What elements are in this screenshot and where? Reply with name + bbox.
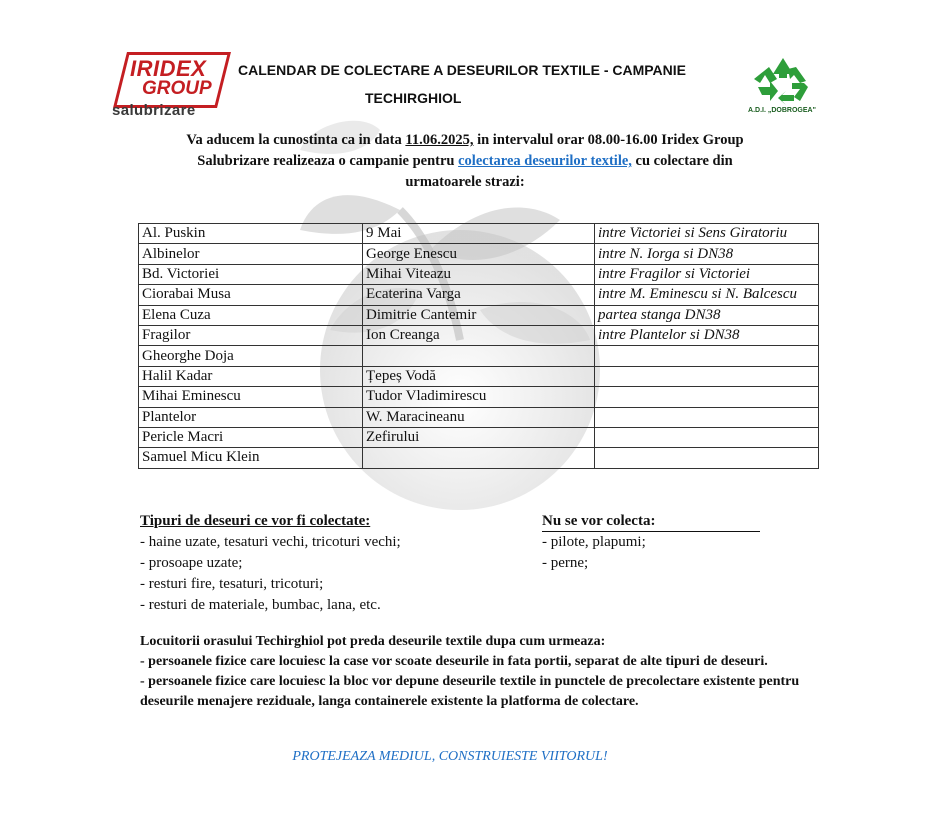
- street-name-cell: W. Maracineanu: [363, 407, 595, 427]
- table-row: [139, 224, 819, 244]
- list-item: - pilote, plapumi;: [542, 534, 646, 550]
- street-name-cell: Fragilor: [139, 325, 363, 345]
- residents-blocks: - persoanele fizice care locuiesc la bloc vor depune deseurile textile in punctele de precolectare existente pentru deseurile menajere reziduale, langa containerele existente la platforma de colectare.: [140, 674, 800, 709]
- street-segment-cell: partea stanga DN38: [595, 305, 819, 325]
- logo-subtitle: salubrizare: [112, 102, 196, 119]
- street-name-cell: 9 Mai: [363, 224, 595, 244]
- intro-text: Va aducem la cunostinta ca in data: [186, 132, 406, 148]
- table-row: [139, 305, 819, 325]
- street-segment-cell: intre N. Iorga si DN38: [595, 244, 819, 264]
- street-name-cell: Elena Cuza: [139, 305, 363, 325]
- street-name-cell: Ecaterina Varga: [363, 285, 595, 305]
- street-name-cell: Mihai Eminescu: [139, 387, 363, 407]
- partner-label: A.D.I. „DOBROGEA": [748, 107, 816, 114]
- table-row: [139, 264, 819, 284]
- streets-table: [138, 223, 819, 469]
- street-name-cell: [363, 448, 595, 468]
- intro-text: in intervalul orar 08.00-16.00 Iridex Group: [473, 132, 744, 148]
- list-item: - prosoape uzate;: [140, 555, 243, 571]
- street-name-cell: Țepeș Vodă: [363, 366, 595, 386]
- slogan: PROTEJEAZA MEDIUL, CONSTRUIESTE VIITORUL!: [292, 749, 608, 764]
- street-segment-cell: intre Victoriei si Sens Giratoriu: [595, 224, 819, 244]
- street-segment-cell: [595, 407, 819, 427]
- street-segment-cell: intre Fragilor si Victoriei: [595, 264, 819, 284]
- logo-group-text: GROUP: [142, 78, 212, 99]
- street-name-cell: Plantelor: [139, 407, 363, 427]
- table-row: [139, 346, 819, 366]
- street-name-cell: Albinelor: [139, 244, 363, 264]
- intro-text: Salubrizare realizeaza o campanie pentru: [197, 153, 459, 169]
- page-title-line1: CALENDAR DE COLECTARE A DESEURILOR TEXTILE - CAMPANIE: [238, 62, 687, 78]
- street-segment-cell: [595, 427, 819, 447]
- street-name-cell: Samuel Micu Klein: [139, 448, 363, 468]
- adi-dobrogea-logo: [740, 55, 820, 120]
- logo-iridex-text: IRIDEX: [130, 56, 207, 81]
- street-name-cell: Halil Kadar: [139, 366, 363, 386]
- intro-text: cu colectare din: [631, 153, 733, 169]
- table-row: [139, 244, 819, 264]
- intro-text: urmatoarele strazi:: [405, 174, 525, 190]
- recycle-icon: [748, 55, 818, 107]
- street-name-cell: Zefirului: [363, 427, 595, 447]
- street-segment-cell: [595, 346, 819, 366]
- street-name-cell: Al. Puskin: [139, 224, 363, 244]
- table-row: [139, 285, 819, 305]
- iridex-logo: [112, 50, 227, 120]
- street-name-cell: Tudor Vladimirescu: [363, 387, 595, 407]
- street-segment-cell: [595, 387, 819, 407]
- street-segment-cell: intre M. Eminescu si N. Balcescu: [595, 285, 819, 305]
- street-segment-cell: intre Plantelor si DN38: [595, 325, 819, 345]
- residents-instructions: [140, 632, 820, 712]
- not-collected-section: [542, 511, 760, 574]
- table-row: [139, 427, 819, 447]
- intro-paragraph: [140, 130, 790, 193]
- street-name-cell: Dimitrie Cantemir: [363, 305, 595, 325]
- table-row: [139, 407, 819, 427]
- street-name-cell: Bd. Victoriei: [139, 264, 363, 284]
- table-row: [139, 448, 819, 468]
- street-name-cell: Ion Creanga: [363, 325, 595, 345]
- residents-houses: - persoanele fizice care locuiesc la case vor scoate deseurile in fata portii, separat de alte tipuri de deseuri.: [140, 654, 768, 669]
- street-name-cell: Gheorghe Doja: [139, 346, 363, 366]
- textile-collection-link[interactable]: colectarea deseurilor textile,: [458, 153, 632, 169]
- table-row: [139, 366, 819, 386]
- list-item: - perne;: [542, 555, 589, 571]
- residents-intro: Locuitorii orasului Techirghiol pot preda deseurile textile dupa cum urmeaza:: [140, 634, 606, 649]
- street-name-cell: Ciorabai Musa: [139, 285, 363, 305]
- street-name-cell: Pericle Macri: [139, 427, 363, 447]
- table-row: [139, 325, 819, 345]
- not-collected-title: Nu se vor colecta:: [542, 512, 760, 532]
- street-segment-cell: [595, 366, 819, 386]
- street-name-cell: Mihai Viteazu: [363, 264, 595, 284]
- page-title-line2: TECHIRGHIOL: [365, 90, 462, 106]
- list-item: - resturi de materiale, bumbac, lana, etc.: [140, 597, 381, 613]
- list-item: - haine uzate, tesaturi vechi, tricoturi vechi;: [140, 534, 401, 550]
- table-row: [139, 387, 819, 407]
- street-name-cell: [363, 346, 595, 366]
- list-item: - resturi fire, tesaturi, tricoturi;: [140, 576, 324, 592]
- collected-waste-section: [140, 511, 401, 616]
- street-name-cell: George Enescu: [363, 244, 595, 264]
- street-segment-cell: [595, 448, 819, 468]
- campaign-date: 11.06.2025,: [405, 132, 474, 148]
- collected-waste-title: Tipuri de deseuri ce vor fi colectate:: [140, 513, 371, 529]
